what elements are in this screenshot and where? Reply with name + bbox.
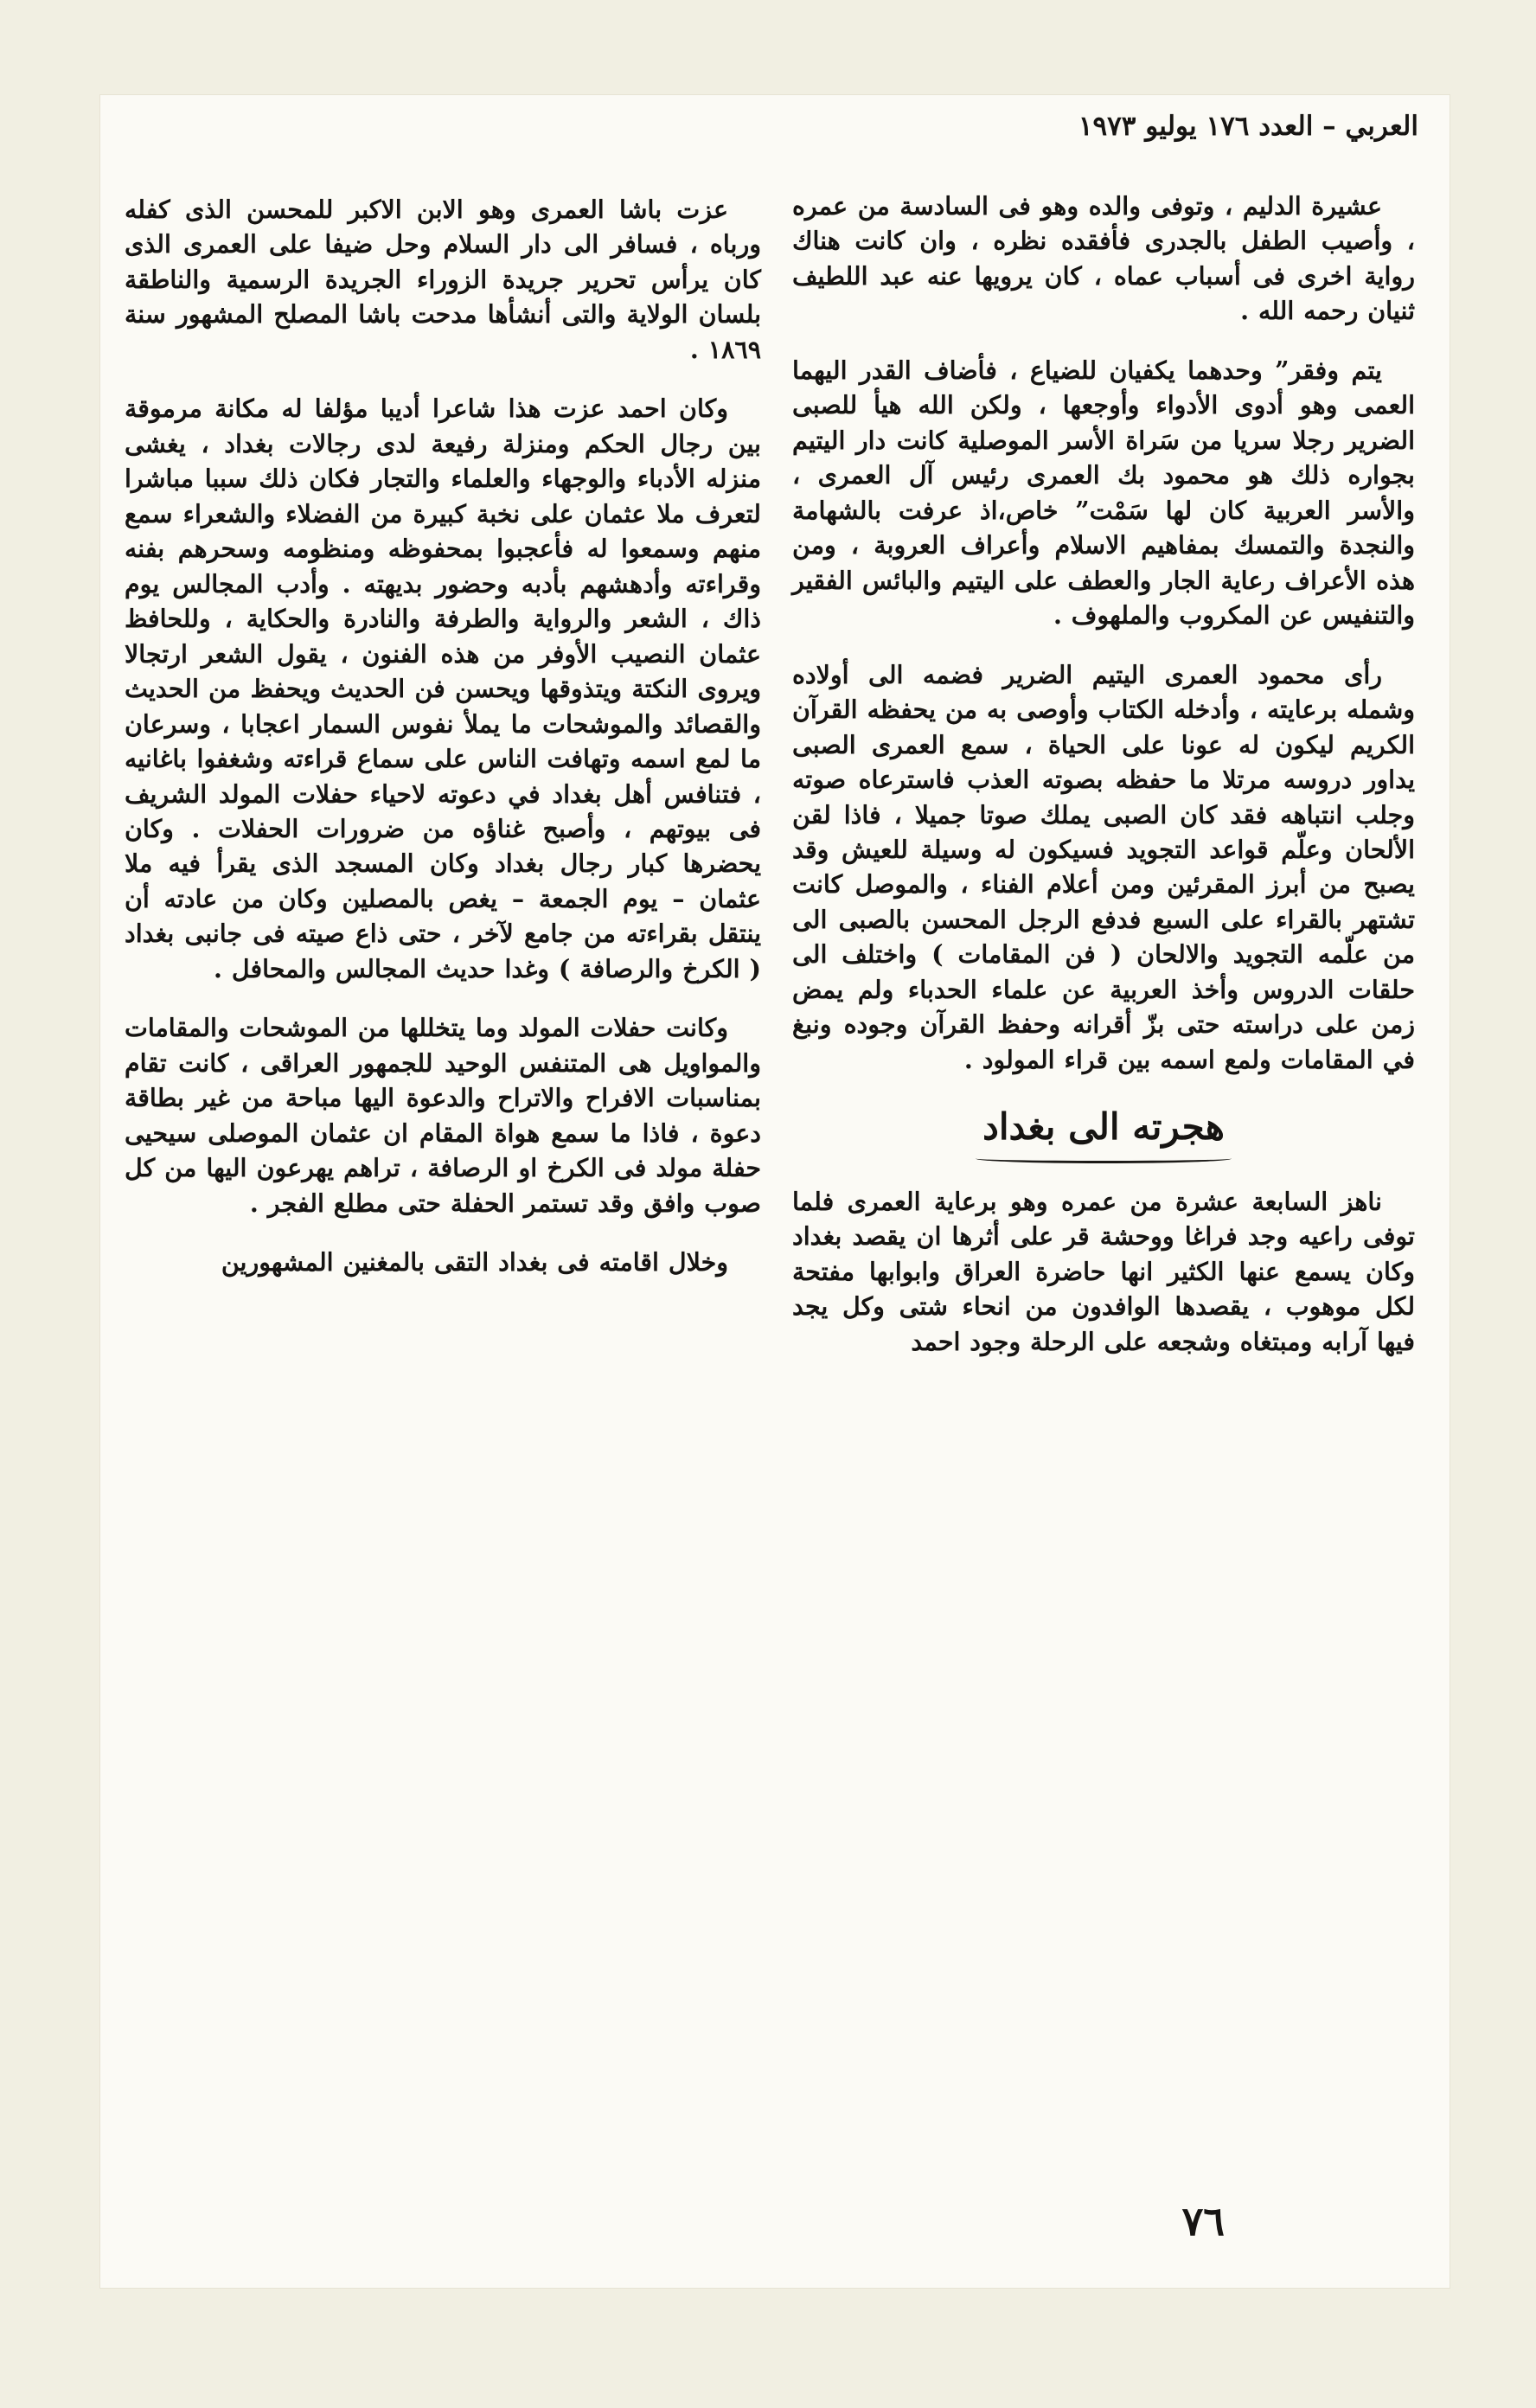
- left-paragraph-2: وكان احمد عزت هذا شاعرا أديبا مؤلفا له مكانة مرموقة بين رجال الحكم ومنزلة رفيعة لدى رجالات بغداد ، يغشى منزله الأدباء والوجهاء والعلماء والتجار فكان ذلك سببا مباشرا لتعرف ملا عثمان على نخبة كبيرة من الفضلاء والشعراء سمع منهم وسمعوا له فأعجبوا بمحفوظه ومنظومه وسحرهم بفنه وقراءته وأدهشهم بأدبه وحضور بديهته . وأدب المجالس يوم ذاك ، الشعر والرواية والطرفة والنادرة والحكاية ، وللحافظ عثمان النصيب الأوفر من هذه الفنون ، يقول الشعر ارتجالا ويروى النكتة ويتذوقها ويحسن فن الحديث ويحفظ من الحديث والقصائد والموشحات ما يملأ نفوس السمار اعجابا ، وسرعان ما لمع اسمه وتهافت الناس على سماع قراءته وشغفوا باغانيه ، فتنافس أهل بغداد في دعوته لاحياء حفلات المولد الشريف فى بيوتهم ، وأصبح غناؤه من ضرورات الحفلات . وكان يحضرها كبار رجال بغداد وكان المسجد الذى يقرأ فيه ملا عثمان – يوم الجمعة – يغص بالمصلين وكان من عادته أن ينتقل بقراءته من جامع لآخر ، حتى ذاع صيته فى جانبى بغداد ( الكرخ والرصافة ) وغدا حديث المجالس والمحافل .: [125, 394, 761, 983]
- right-paragraph-3: رأى محمود العمرى اليتيم الضرير فضمه الى أولاده وشمله برعايته ، وأدخله الكتاب وأوصى به من يحفظه القرآن الكريم ليكون له عونا على الحياة ، سمع العمرى الصبى يداور دروسه مرتلا ما حفظه بصوته العذب فاسترعاه صوته وجلب انتباهه فقد كان الصبى يملك صوتا جميلا ، فاذا لقن الألحان وعلّم قواعد التجويد فسيكون له وسيلة للعيش وقد يصبح من أبرز المقرئين ومن أعلام الفناء ، والموصل كانت تشتهر بالقراء على السبع فدفع الرجل المحسن بالصبى الى من علّمه التجويد والالحان ( فن المقامات ) واختلف الى حلقات الدروس وأخذ العربية عن علماء الحدباء ولم يمض زمن على دراسته حتى بزّ أقرانه وحفظ القرآن وجوده ونبغ في المقامات ولمع اسمه بين قراء المولود .: [792, 659, 1415, 1074]
- left-column: [125, 192, 761, 1304]
- left-paragraph-3: وكانت حفلات المولد وما يتخللها من الموشحات والمقامات والمواويل هى المتنفس الوحيد للجمهور العراقى ، كانت تقام بمناسبات الافراح والاتراح والدعوة اليها مباحة من غير بطاقة دعوة ، فاذا ما سمع هواة المقام ان عثمان الموصلى سيحيى حفلة مولد فى الكرخ او الرصافة ، تراهم يهرعون اليها من كل صوب وافق وقد تستمر الحفلة حتى مطلع الفجر .: [125, 1013, 761, 1218]
- page-number: ٧٦: [1181, 2198, 1225, 2245]
- right-paragraph-4: ناهز السابعة عشرة من عمره وهو برعاية العمرى فلما توفى راعيه وجد فراغا ووحشة قر على أثرها ان يقصد بغداد وكان يسمع عنها الكثير انها حاضرة العراق وابوابها مفتحة لكل موهوب ، يقصدها الوافدون من انحاء شتى وكل يجد فيها آرابه ومبتغاه وشجعه على الرحلة وجود احمد: [792, 1186, 1415, 1356]
- section-heading-wrap: [792, 1101, 1415, 1163]
- section-heading: هجرته الى بغداد: [974, 1101, 1233, 1163]
- running-head: العربي – العدد ١٧٦ يوليو ١٩٧٣: [1078, 111, 1418, 142]
- right-paragraph-2: يتم وفقر” وحدهما يكفيان للضياع ، فأضاف القدر اليهما العمى وهو أدوى الأدواء وأوجعها ، ولكن الله هيأ للصبى الضرير رجلا سريا من سَراة الأسر الموصلية كانت دار اليتيم بجواره ذلك هو محمود بك العمرى رئيس آل العمرى ، والأسر العربية كان لها سَمْت” خاص،اذ عرفت بالشهامة والنجدة والتمسك بمفاهيم الاسلام وأعراف العروبة ، ومن هذه الأعراف رعاية الجار والعطف على اليتيم والبائس الفقير والتنفيس عن المكروب والملهوف .: [792, 355, 1415, 631]
- right-paragraph-1: عشيرة الدليم ، وتوفى والده وهو فى السادسة من عمره ، وأصيب الطفل بالجدرى فأفقده نظره ، وان كانت هناك رواية اخرى فى أسباب عماه ، كان يرويها عنه عبد اللطيف ثنيان رحمه الله .: [792, 191, 1415, 326]
- magazine-page: [100, 95, 1450, 2288]
- left-paragraph-1: عزت باشا العمرى وهو الابن الاكبر للمحسن الذى كفله ورباه ، فسافر الى دار السلام وحل ضيفا على العمرى الذى كان يرأس تحرير جريدة الزوراء الجريدة الرسمية والناطقة بلسان الولاية والتى أنشأها مدحت باشا المصلح المشهور سنة ١٨٦٩ .: [125, 195, 761, 364]
- right-column: [792, 189, 1415, 1383]
- left-paragraph-4: وخلال اقامته فى بغداد التقى بالمغنين المشهورين: [221, 1247, 728, 1278]
